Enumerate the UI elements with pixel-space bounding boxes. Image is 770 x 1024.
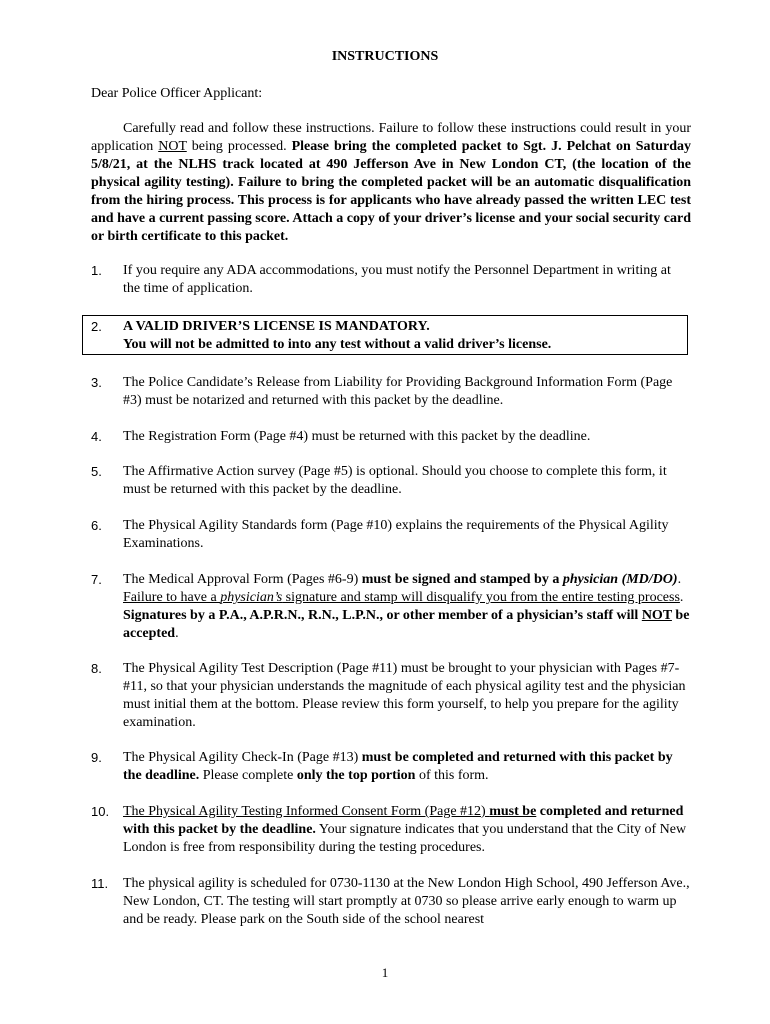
item-text-part: The Medical Approval Form (Pages #6-9) [123,572,362,587]
intro-text: Carefully read and follow these instructions. Failure to follow these instructions could result in your application [91,121,691,154]
list-item-3 [91,374,691,410]
item-text-bold-underline: NOT [641,608,672,623]
item-number: 1. [91,263,102,278]
item-text: If you require any ADA accommodations, you must notify the Personnel Department in writing at the time of application. [123,263,671,296]
list-item-9 [91,749,691,785]
item-number: 2. [91,319,102,334]
page-number: 1 [381,965,389,980]
item-number: 9. [91,750,102,765]
item-text-part: of this form. [415,768,489,783]
item-text-bold-italic: physician (MD/DO) [562,572,678,587]
list-item-10 [91,803,691,857]
item-text: The Physical Agility Standards form (Page #10) explains the requirements of the Physical Agility Examinations. [123,518,669,551]
item-text-bold-underline: must be [489,804,537,819]
item-text-bold: must be completed and returned with this packet by the deadline. [123,750,673,783]
item-text-part: . [679,590,684,605]
item-text [123,571,691,643]
intro-bold-text: Please bring the completed packet to Sgt. J. Pelchat on Saturday 5/8/21, at the NLHS track located at 490 Jefferson Ave in New London CT, (the location of the physical agility testing). Failure to bring the completed packet will be an automatic disqualification from the hiring process. This process is for applicants who have already passed the written LEC test and have a current passing score. Attach a copy of your driver’s license and your social security card or birth certificate to this packet. [91,139,691,244]
item-text-part: . [677,572,682,587]
intro-not: NOT [158,139,187,154]
item-text-line2: You will not be admitted to into any test without a valid driver’s license. [123,337,552,352]
list-item-7 [91,571,691,643]
list-item-11 [91,875,691,929]
item-text [123,749,691,785]
item-text: The Physical Agility Test Description (Page #11) must be brought to your physician with Pages #7-#11, so that your physician understands the magnitude of each physical agility test and the physician must initial them at the bottom. Please review this form yourself, to help you prepare for the agility examination. [123,661,686,730]
item-number: 4. [91,429,102,444]
list-item-4 [91,428,691,446]
item-text-bold: must be signed and stamped by a [361,572,563,587]
item-text-bold: be accepted [123,608,690,641]
intro-text-2: being processed. [186,139,292,154]
item-number: 8. [91,661,102,676]
item-text [123,803,691,857]
item-text-bold: completed and returned with this packet by the deadline. [123,804,684,837]
item-number: 3. [91,375,102,390]
item-text-part: The Physical Agility Check-In (Page #13) [123,750,362,765]
item-text-underline: signature and stamp will disqualify you from the entire testing process [282,590,680,605]
item-text-bold: Signatures by a P.A., A.P.R.N., R.N., L.P.N., or other member of a physician’s staff will [123,608,642,623]
page-title: INSTRUCTIONS [331,49,439,64]
list-item-5 [91,463,691,499]
item-text-part: Your signature indicates that you understand that the City of New London is free from responsibility during the testing procedures. [123,822,687,855]
item-text-bold: only the top portion [296,768,416,783]
list-item-2 [91,318,691,354]
list-item-8 [91,660,691,732]
item-text-underline: The Physical Agility Testing Informed Consent Form (Page #12) [123,804,490,819]
item-number: 11. [91,876,109,891]
item-number: 6. [91,518,102,533]
item-text: The Police Candidate’s Release from Liability for Providing Background Information Form (Page #3) must be notarized and returned with this packet by the deadline. [123,375,673,408]
item-text-underline: Failure to have a [123,590,221,605]
salutation: Dear Police Officer Applicant: [91,86,263,101]
item-number: 5. [91,464,102,479]
item-number: 7. [91,572,102,587]
list-item-1 [91,262,691,298]
item-text-line1: A VALID DRIVER’S LICENSE IS MANDATORY. [123,319,430,334]
item-text-part: . [175,626,179,641]
intro-paragraph [91,120,691,246]
item-text-underline-italic: physician’s [220,590,283,605]
list-item-6 [91,517,691,553]
item-text: The Registration Form (Page #4) must be returned with this packet by the deadline. [123,429,591,444]
item-text: The Affirmative Action survey (Page #5) is optional. Should you choose to complete this form, it must be returned with this packet by the deadline. [123,464,667,497]
item-text: The physical agility is scheduled for 0730-1130 at the New London High School, 490 Jefferson Ave., New London, CT. The testing will start promptly at 0730 so please arrive early enough to warm up and be ready. Please park on the South side of the school nearest [123,876,690,927]
item-number: 10. [91,804,110,819]
item-text-part: Please complete [199,768,297,783]
